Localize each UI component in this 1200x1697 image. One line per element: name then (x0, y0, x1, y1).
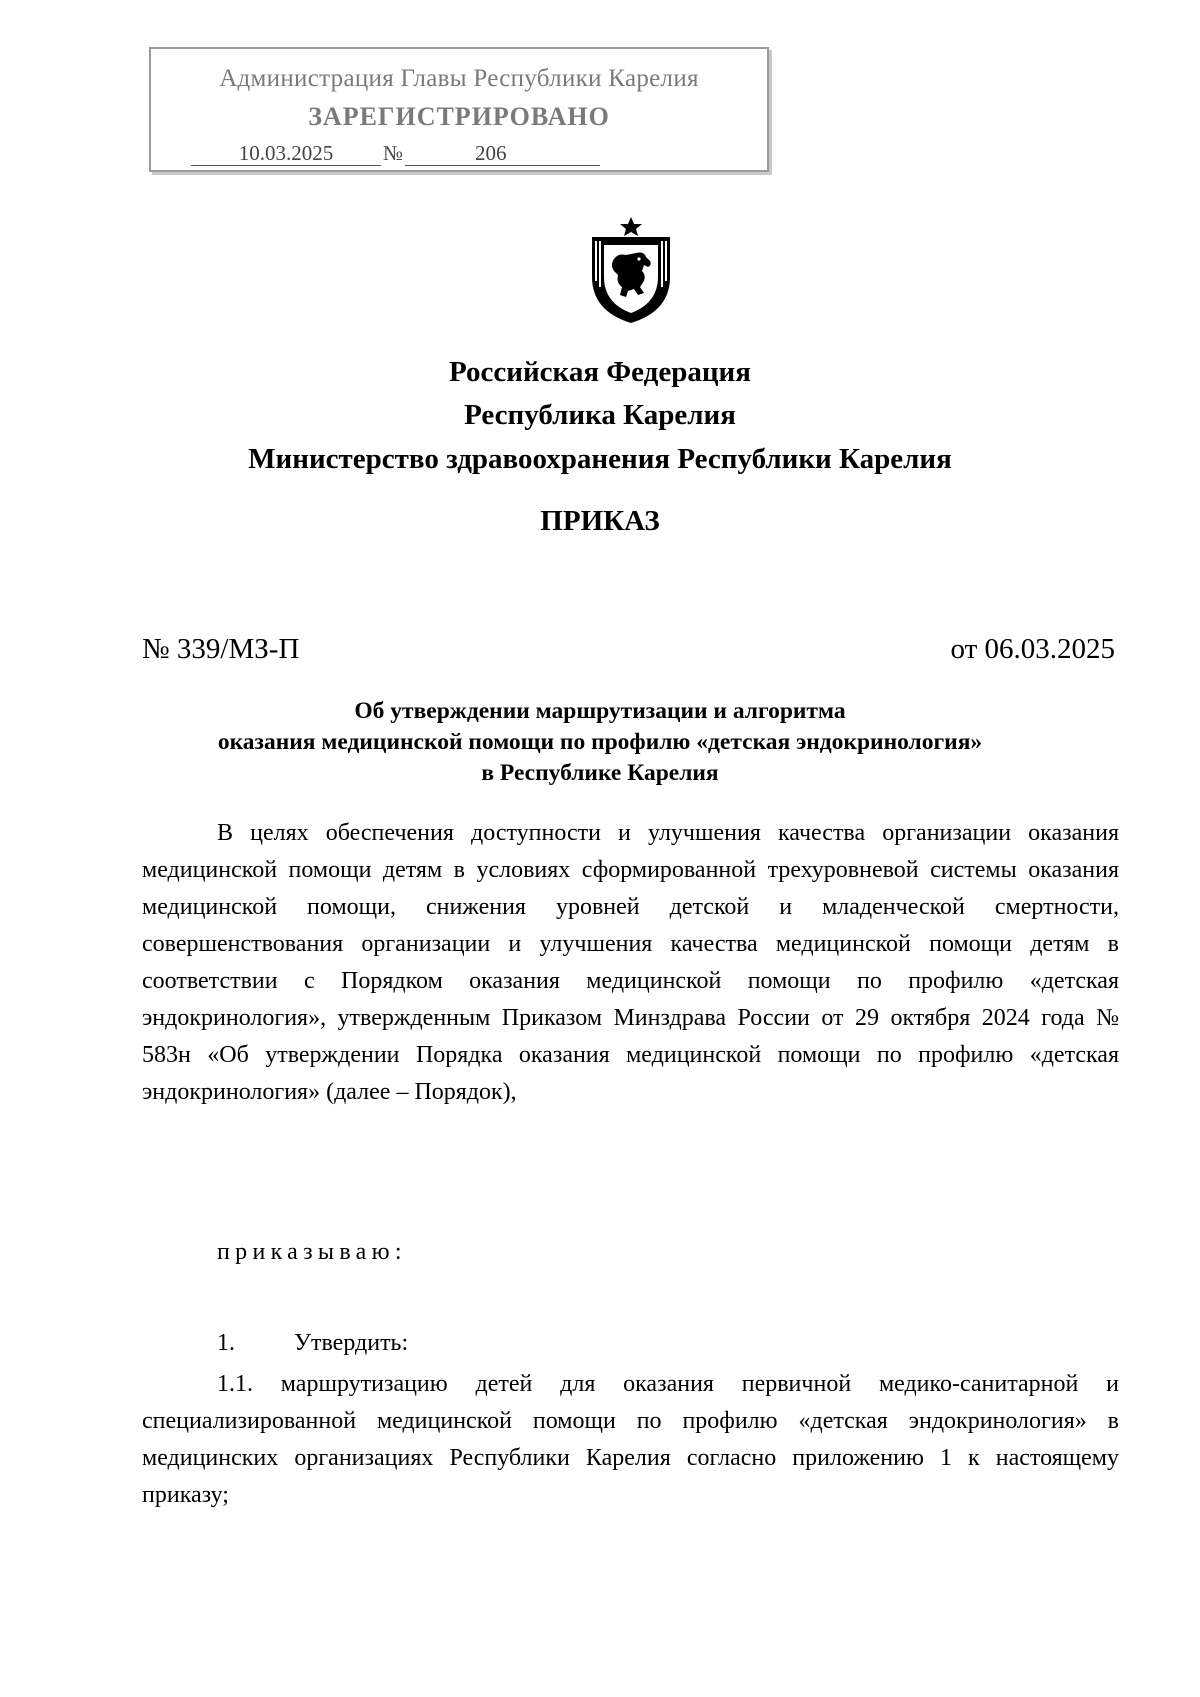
registration-stamp (149, 47, 769, 172)
header-ministry: Министерство здравоохранения Республики Карелия (248, 443, 952, 475)
orders-word: приказываю: (217, 1239, 407, 1265)
order-number: № 339/МЗ-П (142, 633, 300, 665)
stamp-number: 206 (405, 142, 600, 166)
preamble-paragraph: В целях обеспечения доступности и улучшения качества организации оказания медицинской помощи детям в условиях сформированной трехуровневой системы оказания медицинской помощи, снижения уровней детской и младенческой смертности, совершенствования организации и улучшения качества медицинской помощи детям в соответствии с Порядком оказания медицинской помощи по профилю «детская эндокринология», утвержденным Приказом Минздрава России от 29 октября 2024 года № 583н «Об утверждении Порядка оказания медицинской помощи по профилю «детская эндокринология» (далее – Порядок), (142, 820, 1119, 1105)
stamp-number-label: № (383, 141, 404, 165)
item-1 (217, 1330, 408, 1357)
document-title-line-1: Об утверждении маршрутизации и алгоритма (354, 698, 846, 724)
document-type: ПРИКАЗ (540, 505, 660, 537)
stamp-date: 10.03.2025 (191, 142, 381, 166)
order-date: от 06.03.2025 (950, 633, 1115, 665)
document-title-line-2: оказания медицинской помощи по профилю «детская эндокринология» (217, 729, 983, 755)
stamp-status: ЗАРЕГИСТРИРОВАНО (308, 102, 610, 131)
stamp-organization: Администрация Главы Республики Карелия (219, 65, 699, 92)
document-title-line-3: в Республике Карелия (481, 760, 719, 786)
item-1-number: 1. (217, 1330, 235, 1356)
karelia-coat-of-arms-icon (584, 215, 678, 325)
item-1-1-paragraph: 1.1. маршрутизацию детей для оказания первичной медико-санитарной и специализированной медицинской помощи по профилю «детская эндокринология» в медицинских организациях Республики Карелия согласно приложению 1 к настоящему приказу; (142, 1371, 1119, 1508)
item-1-text: Утвердить: (294, 1330, 409, 1356)
stamp-registration-line (191, 141, 600, 166)
header-region: Республика Карелия (464, 399, 736, 431)
header-country: Российская Федерация (449, 356, 751, 388)
